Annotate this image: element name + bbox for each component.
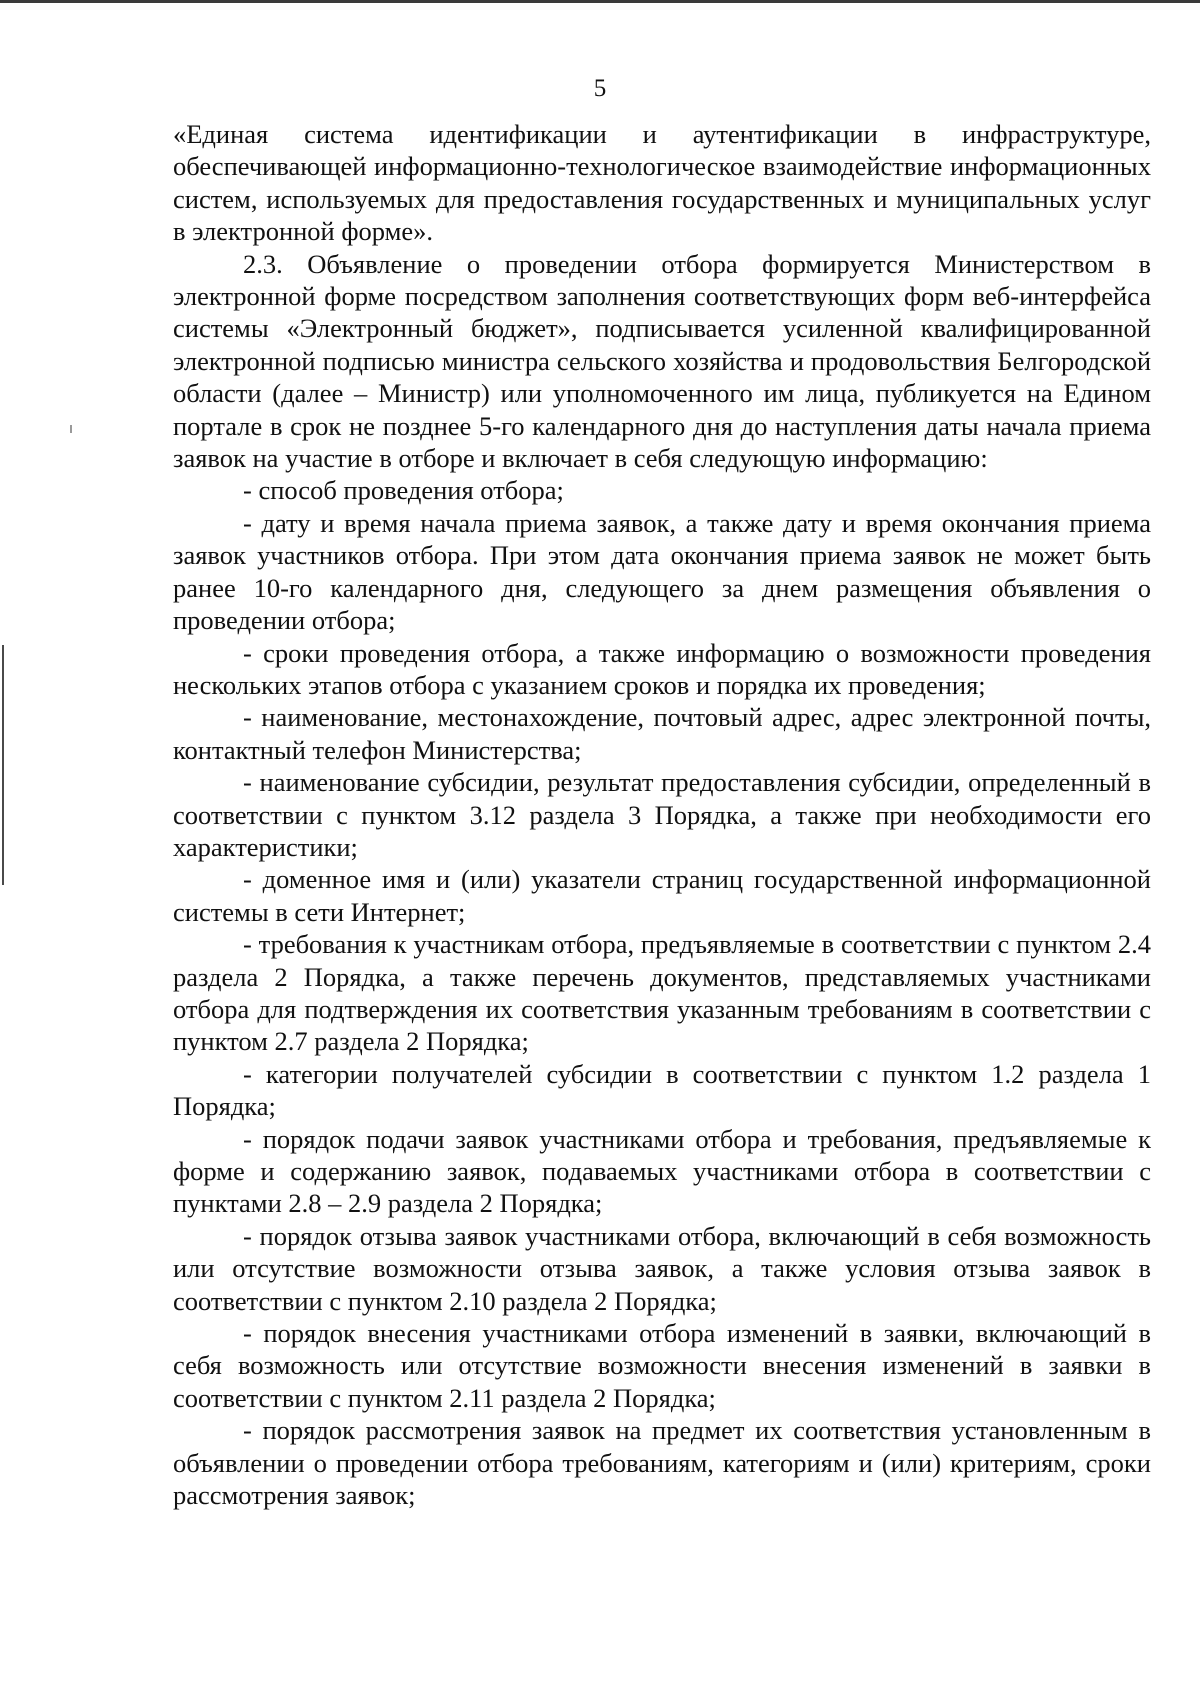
- list-item-participant-requirements: - требования к участникам отбора, предъявляемые в соответствии с пунктом 2.4 раздела 2 Порядка, а также перечень документов, представляемых участниками отбора для подтверждения их соответствия указанным требованиям в соответствии с пунктом 2.7 раздела 2 Порядка;: [173, 929, 1151, 1057]
- page-number: 5: [593, 75, 607, 102]
- list-item-selection-method: - способ проведения отбора;: [243, 475, 564, 506]
- list-item-withdrawal-procedure: - порядок отзыва заявок участниками отбора, включающий в себя возможность или отсутствие возможности отзыва заявок, а также условия отзыва заявок в соответствии с пунктом 2.10 раздела 2 Порядка;: [173, 1220, 1151, 1316]
- list-item-subsidy-name: - наименование субсидии, результат предоставления субсидии, определенный в соответствии с пунктом 3.12 раздела 3 Порядка, а также при необходимости его характеристики;: [173, 767, 1151, 862]
- scan-speck: [70, 425, 72, 433]
- list-item-amendment-procedure: - порядок внесения участниками отбора изменений в заявки, включающий в себя возможность или отсутствие возможности внесения изменений в заявки в соответствии с пунктом 2.11 раздела 2 Порядка;: [173, 1318, 1151, 1413]
- list-item-domain-name: - доменное имя и (или) указатели страниц государственной информационной системы в сети Интернет;: [173, 864, 1151, 927]
- list-item-submission-procedure: - порядок подачи заявок участниками отбора и требования, предъявляемые к форме и содержанию заявок, подаваемых участниками отбора в соответствии с пунктами 2.8 – 2.9 раздела 2 Порядка;: [173, 1123, 1151, 1219]
- scan-edge-mark: [2, 645, 4, 885]
- list-item-recipient-categories: - категории получателей субсидии в соответствии с пунктом 1.2 раздела 1 Порядка;: [173, 1058, 1151, 1122]
- scan-top-border: [0, 0, 1200, 3]
- paragraph-esia-continuation: «Единая система идентификации и аутентификации в инфраструктуре, обеспечивающей информационно-технологическое взаимодействие информационных систем, используемых для предоставления государственных и муниципальных услуг в электронной форме».: [173, 119, 1151, 247]
- document-body: [173, 118, 1151, 1511]
- list-item-ministry-contacts: - наименование, местонахождение, почтовый адрес, адрес электронной почты, контактный телефон Министерства;: [173, 702, 1151, 765]
- list-item-review-procedure: - порядок рассмотрения заявок на предмет их соответствия установленным в объявлении о проведении отбора требованиям, категориям и (или) критериям, сроки рассмотрения заявок;: [173, 1415, 1151, 1511]
- paragraph-section-2-3: 2.3. Объявление о проведении отбора формируется Министерством в электронной форме посредством заполнения соответствующих форм веб-интерфейса системы «Электронный бюджет», подписывается усиленной квалифицированной электронной подписью министра сельского хозяйства и продовольствия Белгородской области (далее – Министр) или уполномоченного им лица, публикуется на Едином портале в срок не позднее 5-го календарного дня до наступления даты начала приема заявок на участие в отборе и включает в себя следующую информацию:: [173, 248, 1151, 474]
- list-item-selection-terms: - сроки проведения отбора, а также информацию о возможности проведения нескольких этапов отбора с указанием сроков и порядка их проведения;: [173, 637, 1151, 700]
- list-item-application-dates: - дату и время начала приема заявок, а также дату и время окончания приема заявок участников отбора. При этом дата окончания приема заявок не может быть ранее 10-го календарного дня, следующего за днем размещения объявления о проведении отбора;: [173, 507, 1151, 636]
